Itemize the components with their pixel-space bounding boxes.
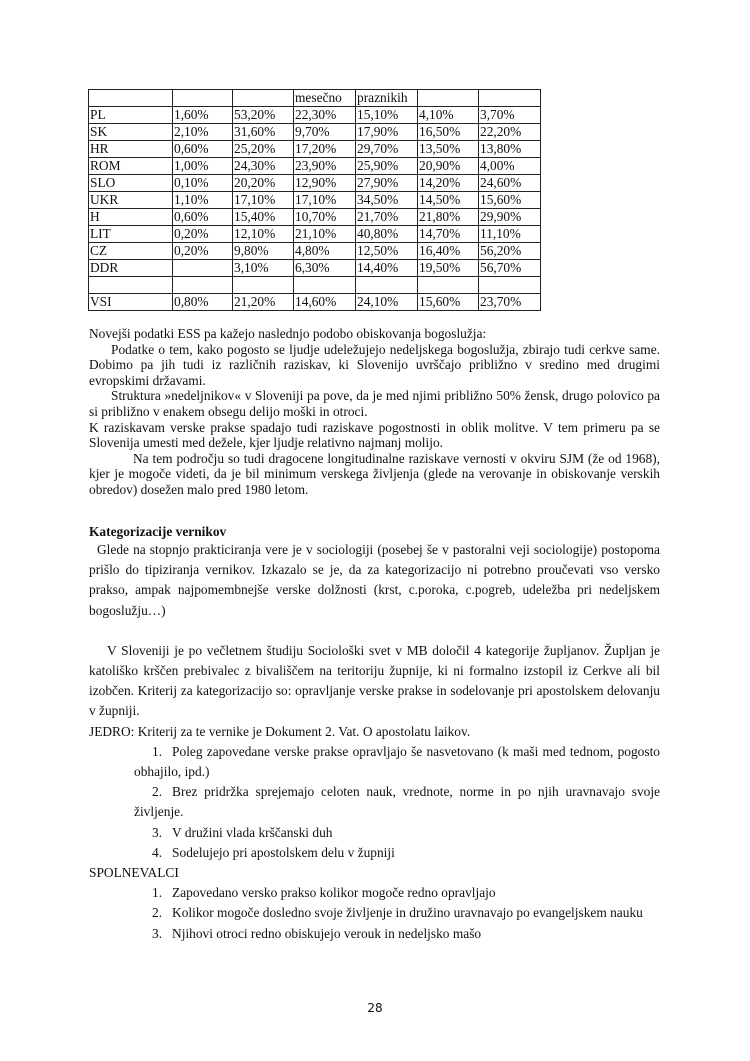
table-cell: 13,80% <box>479 141 541 158</box>
table-cell: 24,10% <box>356 294 418 311</box>
table-cell <box>479 277 541 294</box>
table-cell: 23,90% <box>294 158 356 175</box>
jedro-label: JEDRO: Kriterij za te vernike je Dokument 2. Vat. O apostolatu laikov. <box>89 723 471 739</box>
table-cell <box>173 260 233 277</box>
jedro-list <box>89 742 660 863</box>
table-cell: 21,80% <box>418 209 479 226</box>
paragraph-slovenia-categories: V Sloveniji je po večletnem študiju Sociološki svet v MB določil 4 kategorije župljanov. Župljan je katoliško krščen prebivalec z bivališčem na teritoriju župnije, ki ni formalno izstopil iz Cerkve ali bil izobčen. Kriterij za kategorizacijo so: opravljanje verske prakse in sodelovanje pri apostolskem delovanju v župniji. <box>89 642 660 719</box>
list-item-number: 3. <box>152 824 163 840</box>
table-cell <box>479 90 541 107</box>
list-item <box>89 843 660 863</box>
table-cell: 20,90% <box>418 158 479 175</box>
table-cell: 2,10% <box>173 124 233 141</box>
list-item-number: 3. <box>152 925 163 941</box>
table-cell: 16,40% <box>418 243 479 260</box>
table-cell: 40,80% <box>356 226 418 243</box>
attendance-table <box>88 89 541 311</box>
table-cell: 3,70% <box>479 107 541 124</box>
list-item-text: Sodelujejo pri apostolskem delu v župniji <box>172 844 395 860</box>
table-cell: 10,70% <box>294 209 356 226</box>
table-cell: 9,80% <box>233 243 294 260</box>
table-cell: 14,70% <box>418 226 479 243</box>
list-item-text: Poleg zapovedane verske prakse opravljajo še nasvetovano (k maši med tednom, pogosto obhajilo, ipd.) <box>134 743 660 780</box>
table-cell: 11,10% <box>479 226 541 243</box>
country-cell: ROM <box>89 158 173 175</box>
list-item-text: Brez pridržka sprejemajo celoten nauk, vrednote, norme in po njih uravnavajo svoje življenje. <box>134 784 660 820</box>
table-cell: 0,60% <box>173 209 233 226</box>
table-row <box>89 209 541 226</box>
table-cell: 15,40% <box>233 209 294 226</box>
table-cell: mesečno <box>294 90 356 107</box>
table-cell: 23,70% <box>479 294 541 311</box>
table-cell: 29,90% <box>479 209 541 226</box>
table-cell: 15,10% <box>356 107 418 124</box>
paragraph-prayer-research: K raziskavam verske prakse spadajo tudi raziskave pogostnosti in oblik molitve. V tem primeru pa se Slovenija umesti med dežele, kjer ljudje relativno najmanj molijo. <box>89 419 660 451</box>
list-item-text: V družini vlada krščanski duh <box>172 824 333 840</box>
table-row <box>89 107 541 124</box>
table-cell: 22,30% <box>294 107 356 124</box>
table-cell: 31,60% <box>233 124 294 141</box>
table-cell: 21,20% <box>233 294 294 311</box>
table-cell: 53,20% <box>233 107 294 124</box>
table-row <box>89 260 541 277</box>
table-cell: 20,20% <box>233 175 294 192</box>
table-cell: 3,10% <box>233 260 294 277</box>
table-cell: 14,60% <box>294 294 356 311</box>
body-text-block-1 <box>89 326 660 498</box>
table-cell <box>356 277 418 294</box>
list-item-number: 4. <box>152 844 163 860</box>
table-cell <box>418 277 479 294</box>
paragraph-ess-intro: Novejši podatki ESS pa kažejo naslednjo podobo obiskovanja bogoslužja: <box>89 326 487 341</box>
page-number: 28 <box>367 1001 383 1015</box>
table-cell: 1,00% <box>173 158 233 175</box>
country-cell <box>89 277 173 294</box>
table-cell: 9,70% <box>294 124 356 141</box>
list-item-text: Njihovi otroci redno obiskujejo verouk in nedeljsko mašo <box>172 925 482 941</box>
list-item-number: 1. <box>152 885 163 901</box>
table-cell: 56,20% <box>479 243 541 260</box>
table-cell: 25,90% <box>356 158 418 175</box>
table-cell: 15,60% <box>418 294 479 311</box>
table-cell: 22,20% <box>479 124 541 141</box>
table-cell <box>418 90 479 107</box>
table-cell: 0,20% <box>173 226 233 243</box>
table-row <box>89 175 541 192</box>
table-cell: 12,50% <box>356 243 418 260</box>
table-cell: 1,10% <box>173 192 233 209</box>
table-cell: 24,60% <box>479 175 541 192</box>
table-cell: praznikih <box>356 90 418 107</box>
table-cell <box>294 277 356 294</box>
country-cell: SK <box>89 124 173 141</box>
paragraph-longitudinal-research: Na tem področju so tudi dragocene longitudinalne raziskave vernosti v okviru SJM (že od 1968), kjer je mogoče videti, da je bil minimum verskega življenja (glede na verovanje in obiskovanje verskih obredov) dosežen malo pred 1980 letom. <box>89 450 660 497</box>
table-cell <box>89 90 173 107</box>
table-cell <box>173 277 233 294</box>
table-row <box>89 226 541 243</box>
table-cell: 12,90% <box>294 175 356 192</box>
table-cell: 56,70% <box>479 260 541 277</box>
paragraph-categorization-intro: Glede na stopnjo prakticiranja vere je v sociologiji (posebej še v pastoralni veji sociologije) postopoma prišlo do tipiziranja vernikov. Izkazalo se je, da za kategorizacijo ni potrebno proučevati vso versko prakso, ampak najpomembnejše verske dolžnosti (krst, c.poroka, c.pogreb, udeležba pri nedeljskem bogoslužju…) <box>89 542 660 618</box>
table-cell: 17,20% <box>294 141 356 158</box>
country-cell: VSI <box>89 294 173 311</box>
table-cell: 24,30% <box>233 158 294 175</box>
list-item-number: 2. <box>152 905 163 921</box>
list-item <box>89 823 660 843</box>
table-cell <box>173 90 233 107</box>
country-cell: SLO <box>89 175 173 192</box>
list-item <box>89 924 660 944</box>
paragraph-attendance-data: Podatke o tem, kako pogosto se ljudje udeležujejo nedeljskega bogoslužja, zbirajo tudi cerkve same. Dobimo pa jih tudi iz različnih raziskav, ki Slovenijo uvrščajo približno v sredino med drugimi evropskimi državami. <box>89 341 660 388</box>
table-row <box>89 243 541 260</box>
table-cell: 14,50% <box>418 192 479 209</box>
table-cell <box>233 90 294 107</box>
spolnevalci-list <box>89 883 660 944</box>
table-cell: 12,10% <box>233 226 294 243</box>
table-cell: 0,20% <box>173 243 233 260</box>
paragraph-nedeljniki-structure: Struktura »nedeljnikov« v Sloveniji pa pove, da je med njimi približno 50% žensk, drugo polovico pa si približno v enakem obsegu delijo moški in otroci. <box>89 388 660 419</box>
list-item-text: Kolikor mogoče dosledno svoje življenje in družino uravnavajo po evangeljskem nauku <box>172 905 643 921</box>
table-cell: 0,10% <box>173 175 233 192</box>
table-cell: 0,60% <box>173 141 233 158</box>
table-cell: 19,50% <box>418 260 479 277</box>
table-cell: 17,10% <box>233 192 294 209</box>
list-item <box>89 782 660 822</box>
table-cell: 14,40% <box>356 260 418 277</box>
list-item-number: 1. <box>152 743 163 759</box>
table-cell: 17,90% <box>356 124 418 141</box>
table-cell <box>233 277 294 294</box>
table-cell: 34,50% <box>356 192 418 209</box>
table-row <box>89 277 541 294</box>
country-cell: H <box>89 209 173 226</box>
list-item <box>89 742 660 782</box>
section-kategorizacije <box>89 523 660 944</box>
table-cell: 21,10% <box>294 226 356 243</box>
list-item <box>89 883 660 903</box>
table-row <box>89 141 541 158</box>
table-row <box>89 294 541 311</box>
list-item-text: Zapovedano versko prakso kolikor mogoče redno opravljajo <box>172 885 496 901</box>
list-item <box>89 903 660 923</box>
table-cell: 27,90% <box>356 175 418 192</box>
table-cell: 6,30% <box>294 260 356 277</box>
table-cell: 4,80% <box>294 243 356 260</box>
table-row <box>89 158 541 175</box>
table-cell: 17,10% <box>294 192 356 209</box>
country-cell: PL <box>89 107 173 124</box>
table-cell: 1,60% <box>173 107 233 124</box>
table-cell: 15,60% <box>479 192 541 209</box>
table-cell: 13,50% <box>418 141 479 158</box>
table-row <box>89 124 541 141</box>
section-heading: Kategorizacije vernikov <box>89 524 227 539</box>
country-cell: CZ <box>89 243 173 260</box>
list-item-number: 2. <box>152 784 163 800</box>
table-cell: 29,70% <box>356 141 418 158</box>
table-cell: 4,00% <box>479 158 541 175</box>
spolnevalci-label: SPOLNEVALCI <box>89 865 179 881</box>
table-cell: 0,80% <box>173 294 233 311</box>
table-cell: 14,20% <box>418 175 479 192</box>
table-cell: 25,20% <box>233 141 294 158</box>
country-cell: HR <box>89 141 173 158</box>
table-header-row <box>89 90 541 107</box>
table-cell: 16,50% <box>418 124 479 141</box>
table-cell: 21,70% <box>356 209 418 226</box>
country-cell: DDR <box>89 260 173 277</box>
country-cell: UKR <box>89 192 173 209</box>
country-cell: LIT <box>89 226 173 243</box>
table-row <box>89 192 541 209</box>
table-cell: 4,10% <box>418 107 479 124</box>
